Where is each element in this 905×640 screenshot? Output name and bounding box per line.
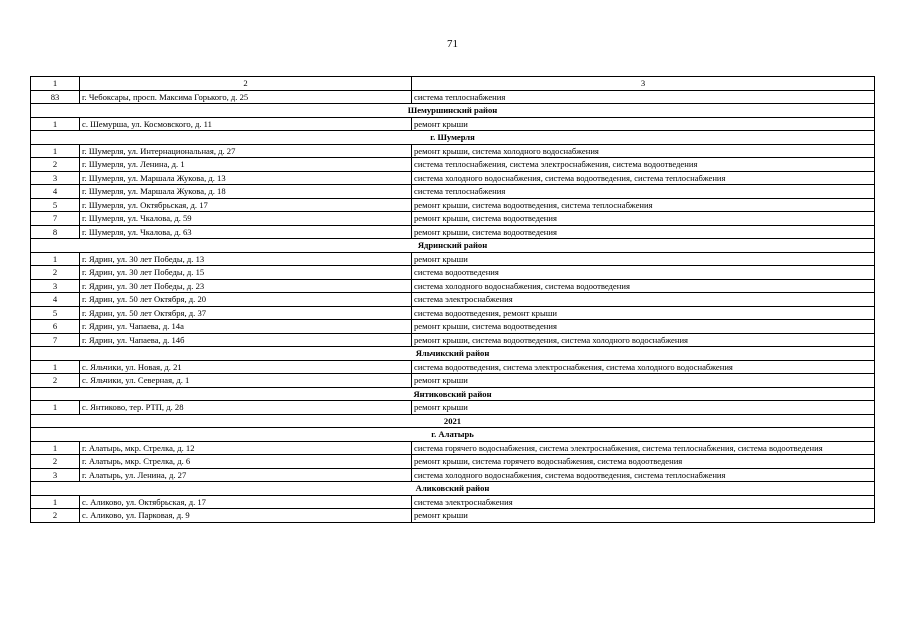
row-works: система теплоснабжения xyxy=(412,185,875,199)
table-row xyxy=(31,266,875,280)
row-address: г. Шумерля, ул. Маршала Жукова, д. 18 xyxy=(80,185,412,199)
row-number: 1 xyxy=(31,252,80,266)
row-address: г. Шумерля, ул. Октябрьская, д. 17 xyxy=(80,198,412,212)
row-number: 1 xyxy=(31,495,80,509)
table-row xyxy=(31,441,875,455)
row-number: 3 xyxy=(31,468,80,482)
table-row xyxy=(31,320,875,334)
table-row xyxy=(31,117,875,131)
row-works: система теплоснабжения, система электроснабжения, система водоотведения xyxy=(412,158,875,172)
header-cell-address: 2 xyxy=(80,77,412,91)
row-works: система водоотведения xyxy=(412,266,875,280)
section-row xyxy=(31,387,875,401)
table-row xyxy=(31,252,875,266)
table-row xyxy=(31,509,875,523)
section-row xyxy=(31,347,875,361)
row-number: 2 xyxy=(31,158,80,172)
table-row xyxy=(31,158,875,172)
table-row xyxy=(31,144,875,158)
row-number: 5 xyxy=(31,198,80,212)
row-works: система теплоснабжения xyxy=(412,90,875,104)
row-works: система водоотведения, ремонт крыши xyxy=(412,306,875,320)
table-row xyxy=(31,279,875,293)
section-title: Янтиковский район xyxy=(31,387,875,401)
table-row xyxy=(31,374,875,388)
row-number: 1 xyxy=(31,117,80,131)
table-row xyxy=(31,198,875,212)
row-works: система холодного водоснабжения, система водоотведения xyxy=(412,279,875,293)
row-address: г. Алатырь, ул. Ленина, д. 27 xyxy=(80,468,412,482)
row-works: система электроснабжения xyxy=(412,293,875,307)
row-number: 3 xyxy=(31,171,80,185)
table-row xyxy=(31,495,875,509)
row-works: ремонт крыши, система водоотведения xyxy=(412,320,875,334)
row-number: 2 xyxy=(31,266,80,280)
row-address: г. Ядрин, ул. Чапаева, д. 14а xyxy=(80,320,412,334)
section-row xyxy=(31,428,875,442)
row-address: с. Янтиково, тер. РТП, д. 28 xyxy=(80,401,412,415)
row-number: 5 xyxy=(31,306,80,320)
row-works: ремонт крыши, система водоотведения xyxy=(412,225,875,239)
section-row xyxy=(31,482,875,496)
table-row xyxy=(31,90,875,104)
section-row xyxy=(31,104,875,118)
table-row xyxy=(31,401,875,415)
row-address: с. Аликово, ул. Парковая, д. 9 xyxy=(80,509,412,523)
row-address: г. Чебоксары, просп. Максима Горького, д. 25 xyxy=(80,90,412,104)
row-address: г. Шумерля, ул. Маршала Жукова, д. 13 xyxy=(80,171,412,185)
table-row xyxy=(31,455,875,469)
table-row xyxy=(31,360,875,374)
section-title: г. Алатырь xyxy=(31,428,875,442)
row-works: ремонт крыши xyxy=(412,374,875,388)
row-number: 4 xyxy=(31,185,80,199)
row-number: 6 xyxy=(31,320,80,334)
header-cell-works: 3 xyxy=(412,77,875,91)
row-number: 8 xyxy=(31,225,80,239)
section-title: 2021 xyxy=(31,414,875,428)
row-works: ремонт крыши, система водоотведения xyxy=(412,212,875,226)
row-works: ремонт крыши, система холодного водоснабжения xyxy=(412,144,875,158)
row-works: система водоотведения, система электроснабжения, система холодного водоснабжения xyxy=(412,360,875,374)
row-address: с. Шемурша, ул. Космовского, д. 11 xyxy=(80,117,412,131)
section-title: Аликовский район xyxy=(31,482,875,496)
table-row xyxy=(31,333,875,347)
row-works: система холодного водоснабжения, система водоотведения, система теплоснабжения xyxy=(412,171,875,185)
row-works: ремонт крыши xyxy=(412,117,875,131)
row-number: 7 xyxy=(31,333,80,347)
row-number: 2 xyxy=(31,374,80,388)
row-works: ремонт крыши xyxy=(412,401,875,415)
row-address: г. Алатырь, мкр. Стрелка, д. 6 xyxy=(80,455,412,469)
table-row xyxy=(31,468,875,482)
row-address: г. Шумерля, ул. Интернациональная, д. 27 xyxy=(80,144,412,158)
row-address: г. Шумерля, ул. Чкалова, д. 59 xyxy=(80,212,412,226)
section-row xyxy=(31,131,875,145)
row-address: г. Ядрин, ул. Чапаева, д. 14б xyxy=(80,333,412,347)
row-number: 1 xyxy=(31,401,80,415)
section-row xyxy=(31,414,875,428)
row-number: 7 xyxy=(31,212,80,226)
table-row xyxy=(31,185,875,199)
header-cell-num: 1 xyxy=(31,77,80,91)
row-address: г. Ядрин, ул. 50 лет Октября, д. 37 xyxy=(80,306,412,320)
row-address: г. Алатырь, мкр. Стрелка, д. 12 xyxy=(80,441,412,455)
row-address: г. Ядрин, ул. 30 лет Победы, д. 13 xyxy=(80,252,412,266)
page-number: 71 xyxy=(447,38,458,50)
row-number: 83 xyxy=(31,90,80,104)
row-number: 3 xyxy=(31,279,80,293)
section-title: Ядринский район xyxy=(31,239,875,253)
row-address: с. Аликово, ул. Октябрьская, д. 17 xyxy=(80,495,412,509)
row-works: ремонт крыши, система водоотведения, система теплоснабжения xyxy=(412,198,875,212)
row-address: г. Шумерля, ул. Ленина, д. 1 xyxy=(80,158,412,172)
row-address: с. Яльчики, ул. Новая, д. 21 xyxy=(80,360,412,374)
table-row xyxy=(31,293,875,307)
repair-table xyxy=(30,76,875,523)
row-works: система электроснабжения xyxy=(412,495,875,509)
section-title: г. Шумерля xyxy=(31,131,875,145)
row-number: 1 xyxy=(31,360,80,374)
row-address: г. Ядрин, ул. 50 лет Октября, д. 20 xyxy=(80,293,412,307)
table-row xyxy=(31,306,875,320)
table-row xyxy=(31,225,875,239)
row-number: 2 xyxy=(31,509,80,523)
table-row xyxy=(31,171,875,185)
row-address: с. Яльчики, ул. Северная, д. 1 xyxy=(80,374,412,388)
row-works: система горячего водоснабжения, система электроснабжения, система теплоснабжения, система водоотведения xyxy=(412,441,875,455)
row-works: ремонт крыши, система горячего водоснабжения, система водоотведения xyxy=(412,455,875,469)
section-row xyxy=(31,239,875,253)
row-number: 4 xyxy=(31,293,80,307)
section-title: Шемуршинский район xyxy=(31,104,875,118)
row-works: ремонт крыши, система водоотведения, система холодного водоснабжения xyxy=(412,333,875,347)
row-address: г. Ядрин, ул. 30 лет Победы, д. 15 xyxy=(80,266,412,280)
row-works: ремонт крыши xyxy=(412,509,875,523)
table-row xyxy=(31,212,875,226)
section-title: Яльчикский район xyxy=(31,347,875,361)
row-works: ремонт крыши xyxy=(412,252,875,266)
header-row xyxy=(31,77,875,91)
row-number: 1 xyxy=(31,441,80,455)
row-works: система холодного водоснабжения, система водоотведения, система теплоснабжения xyxy=(412,468,875,482)
row-number: 2 xyxy=(31,455,80,469)
row-address: г. Ядрин, ул. 30 лет Победы, д. 23 xyxy=(80,279,412,293)
row-address: г. Шумерля, ул. Чкалова, д. 63 xyxy=(80,225,412,239)
row-number: 1 xyxy=(31,144,80,158)
